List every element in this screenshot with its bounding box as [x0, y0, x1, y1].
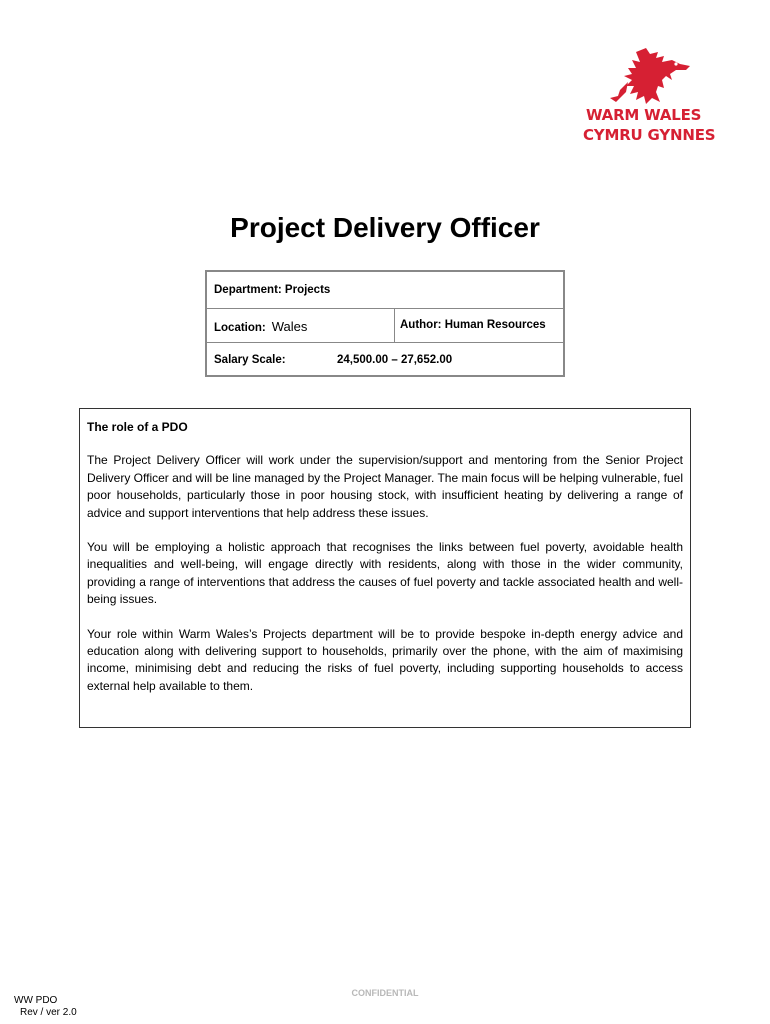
role-description-box [79, 408, 691, 728]
location-cell [214, 319, 307, 334]
author-cell: Author: Human Resources [400, 319, 546, 331]
department-cell: Department: Projects [214, 284, 331, 296]
warm-wales-logo [580, 46, 720, 150]
document-footer [14, 995, 77, 1019]
confidential-label: CONFIDENTIAL [351, 988, 419, 998]
role-paragraph: You will be employing a holistic approach that recognises the links between fuel poverty, avoidable health inequalities and well-being, will engage directly with residents, along with those in the wider community, providing a range of interventions that address the causes of fuel poverty and tackle associated health and well-being issues. [87, 540, 683, 607]
page-title: Project Delivery Officer [230, 212, 540, 243]
department-row [207, 272, 563, 309]
revision-label: Rev / ver 2.0 [20, 1007, 77, 1018]
role-paragraph: The Project Delivery Officer will work under the supervision/support and mentoring from the Senior Project Delivery Officer and will be line managed by the Project Manager. The main focus will be helping vulnerable, fuel poor households, particularly those in poor housing stock, with insufficient heating by delivering a range of advice and support interventions that help address these issues. [87, 453, 683, 520]
location-label: Location: [214, 322, 266, 334]
location-author-row [207, 308, 563, 343]
logo-text-welsh: CYMRU GYNNES [583, 126, 716, 144]
logo-text-english: WARM WALES [586, 106, 702, 124]
dragon-icon [606, 46, 692, 106]
salary-row [207, 342, 563, 377]
location-value: Wales [271, 319, 308, 334]
role-heading: The role of a PDO [87, 420, 188, 434]
doc-code: WW PDO [14, 995, 58, 1006]
cell-divider [394, 308, 395, 342]
role-paragraph: Your role within Warm Wales’s Projects department will be to provide bespoke in-depth energy advice and education along with delivering support to households, primarily over the phone, with the aim of maximising income, minimising debt and reducing the risks of fuel poverty, including supporting households to access external help available to them. [87, 626, 683, 693]
job-info-table [205, 270, 565, 377]
salary-value: 24,500.00 – 27,652.00 [337, 354, 453, 366]
salary-label: Salary Scale: [214, 354, 286, 366]
